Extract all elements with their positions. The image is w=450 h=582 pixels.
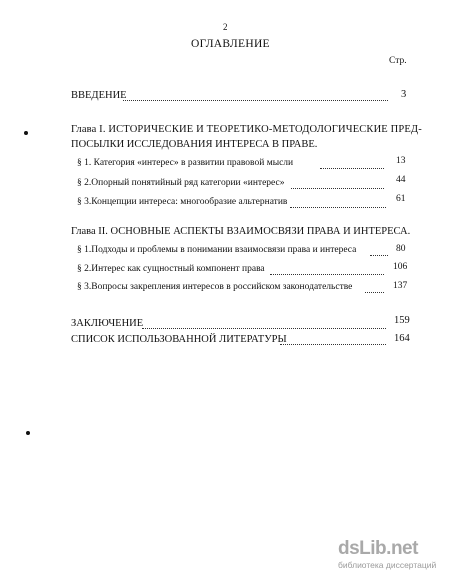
toc-title: ОГЛАВЛЕНИЕ	[191, 38, 270, 50]
toc-page-ch2-s3: 137	[393, 281, 408, 291]
watermark	[338, 538, 446, 570]
toc-page-references: 164	[394, 333, 410, 344]
toc-page-ch1-s3: 61	[396, 194, 406, 204]
watermark-subtitle: библиотека диссертаций	[338, 560, 437, 570]
toc-page-conclusion: 159	[394, 315, 410, 326]
toc-entry-ch1-s3: § 3.Концепции интереса: многообразие альтернатив	[77, 197, 288, 207]
dot-leader	[370, 255, 388, 256]
toc-entry-ch1-s1: § 1. Категория «интерес» в развитии правовой мысли	[77, 158, 294, 168]
toc-entry-ch2-s2: § 2.Интерес как сущностный компонент права	[77, 264, 265, 274]
dot-leader	[365, 292, 384, 293]
toc-page-ch1-s2: 44	[396, 175, 406, 185]
dot-leader	[291, 188, 384, 189]
toc-page-ch2-s1: 80	[396, 244, 406, 254]
toc-page-ch2-s2: 106	[393, 262, 408, 272]
toc-page-intro: 3	[401, 89, 407, 100]
punch-hole-mark	[24, 131, 28, 135]
toc-entry-ch2-s3: § 3.Вопросы закрепления интересов в российском законодательстве	[77, 282, 353, 292]
page-number: 2	[223, 22, 228, 32]
dot-leader	[123, 100, 388, 101]
toc-entry-conclusion: ЗАКЛЮЧЕНИЕ	[71, 318, 144, 329]
dot-leader	[142, 328, 386, 329]
chapter-2-title: Глава II. ОСНОВНЫЕ АСПЕКТЫ ВЗАИМОСВЯЗИ ПРАВА И ИНТЕРЕСА.	[71, 226, 411, 237]
toc-entry-ch1-s2: § 2.Опорный понятийный ряд категории «интерес»	[77, 178, 285, 188]
toc-page-ch1-s1: 13	[396, 156, 406, 166]
page-column-label: Стр.	[389, 56, 407, 66]
toc-entry-intro: ВВЕДЕНИЕ	[71, 90, 127, 101]
punch-hole-mark	[26, 431, 30, 435]
dot-leader	[320, 168, 384, 169]
chapter-1-title-line-2: ПОСЫЛКИ ИССЛЕДОВАНИЯ ИНТЕРЕСА В ПРАВЕ.	[71, 139, 318, 150]
watermark-logo: dsLib.net	[338, 538, 418, 559]
chapter-1-title-line-1: Глава I. ИСТОРИЧЕСКИЕ И ТЕОРЕТИКО-МЕТОДОЛОГИЧЕСКИЕ ПРЕД-	[71, 124, 422, 135]
dot-leader	[280, 344, 386, 345]
dot-leader	[270, 274, 384, 275]
toc-entry-ch2-s1: § 1.Подходы и проблемы в понимании взаимосвязи права и интереса	[77, 245, 357, 255]
dot-leader	[290, 207, 386, 208]
toc-entry-references: СПИСОК ИСПОЛЬЗОВАННОЙ ЛИТЕРАТУРЫ	[71, 334, 287, 345]
